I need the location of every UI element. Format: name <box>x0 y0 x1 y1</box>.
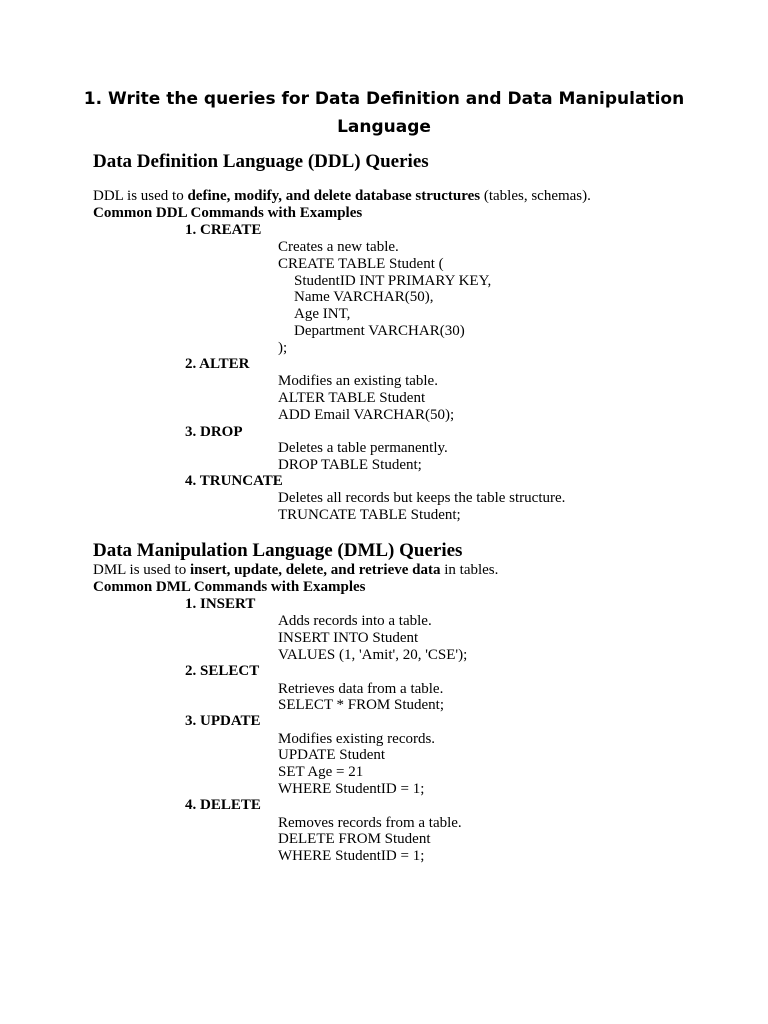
dml-insert-code-line: INSERT INTO Student <box>278 630 419 646</box>
ddl-intro-pre: DDL is used to <box>93 188 188 204</box>
ddl-truncate-code-line: TRUNCATE TABLE Student; <box>278 507 461 523</box>
ddl-create-code-line: ); <box>278 340 288 356</box>
ddl-alter-code-line: ADD Email VARCHAR(50); <box>278 407 455 423</box>
dml-insert-desc: Adds records into a table. <box>278 613 432 629</box>
ddl-drop-code-line: DROP TABLE Student; <box>278 457 422 473</box>
ddl-alter-label: 2. ALTER <box>185 356 250 372</box>
ddl-create-code-line: CREATE TABLE Student ( <box>278 256 444 272</box>
dml-heading: Data Manipulation Language (DML) Queries <box>93 540 463 561</box>
dml-intro-pre: DML is used to <box>93 562 190 578</box>
ddl-intro <box>93 188 591 205</box>
dml-insert-code-line: VALUES (1, 'Amit', 20, 'CSE'); <box>278 647 468 663</box>
document-title-line1: 1. Write the queries for Data Definition and Data Manipulation <box>83 89 685 109</box>
ddl-create-desc: Creates a new table. <box>278 239 399 255</box>
dml-select-code-line: SELECT * FROM Student; <box>278 697 444 713</box>
ddl-create-code-line: StudentID INT PRIMARY KEY, <box>294 273 492 289</box>
dml-select-label: 2. SELECT <box>185 663 260 679</box>
ddl-truncate-label: 4. TRUNCATE <box>185 473 283 489</box>
ddl-create-code-line: Department VARCHAR(30) <box>294 323 465 339</box>
ddl-intro-bold: define, modify, and delete database structures <box>187 188 481 204</box>
ddl-truncate-desc: Deletes all records but keeps the table structure. <box>278 490 566 506</box>
dml-delete-code-line: DELETE FROM Student <box>278 831 431 847</box>
dml-update-code-line: WHERE StudentID = 1; <box>278 781 425 797</box>
dml-update-code-line: UPDATE Student <box>278 747 386 763</box>
ddl-create-code-line: Name VARCHAR(50), <box>294 289 434 305</box>
dml-update-code-line: SET Age = 21 <box>278 764 364 780</box>
ddl-create-code-line: Age INT, <box>294 306 351 322</box>
dml-select-desc: Retrieves data from a table. <box>278 681 444 697</box>
ddl-drop-desc: Deletes a table permanently. <box>278 440 448 456</box>
ddl-intro-post: (tables, schemas). <box>480 188 591 204</box>
dml-intro-post: in tables. <box>440 562 499 578</box>
ddl-alter-desc: Modifies an existing table. <box>278 373 438 389</box>
dml-intro-bold: insert, update, delete, and retrieve data <box>189 562 441 578</box>
ddl-drop-label: 3. DROP <box>185 424 243 440</box>
dml-delete-label: 4. DELETE <box>185 797 261 813</box>
dml-subheading: Common DML Commands with Examples <box>93 579 366 595</box>
dml-insert-label: 1. INSERT <box>185 596 256 612</box>
dml-intro <box>93 562 498 579</box>
dml-delete-desc: Removes records from a table. <box>278 815 462 831</box>
ddl-heading: Data Definition Language (DDL) Queries <box>93 151 429 172</box>
ddl-subheading: Common DDL Commands with Examples <box>93 205 363 221</box>
ddl-alter-code-line: ALTER TABLE Student <box>278 390 426 406</box>
ddl-create-label: 1. CREATE <box>185 222 262 238</box>
document-title-line2: Language <box>337 117 431 137</box>
dml-delete-code-line: WHERE StudentID = 1; <box>278 848 425 864</box>
dml-update-desc: Modifies existing records. <box>278 731 436 747</box>
dml-update-label: 3. UPDATE <box>185 713 261 729</box>
